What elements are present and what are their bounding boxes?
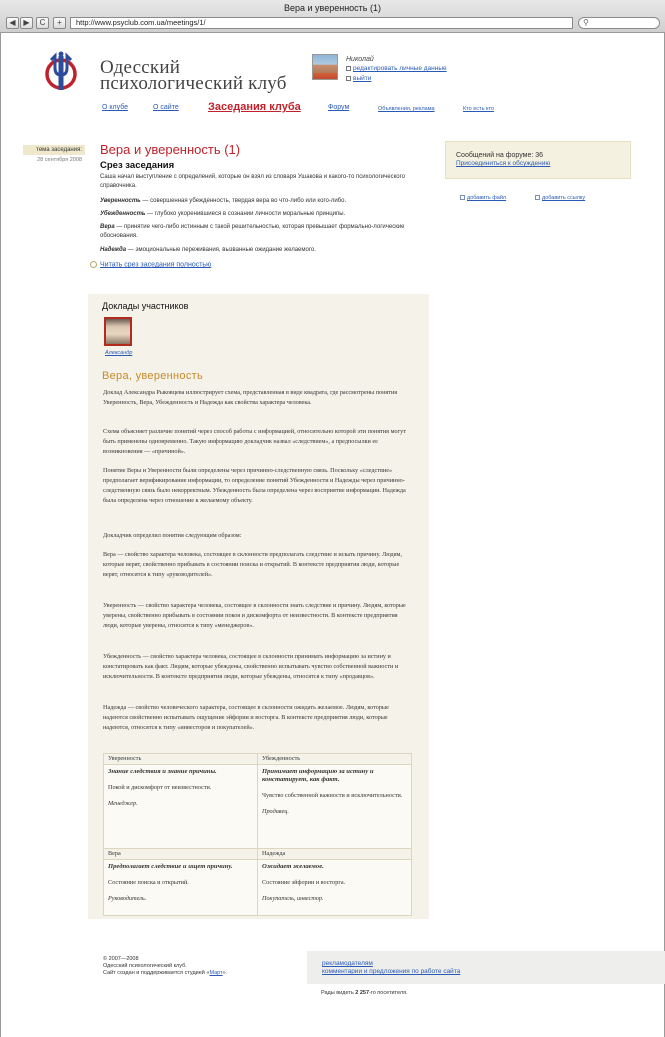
user-avatar[interactable] [312, 54, 338, 80]
report-heading: Вера, уверенность [102, 370, 204, 382]
user-name: Николай [346, 56, 374, 63]
table-cell: Ожидает желаемое. Состояние эйфории и восторга. Покупатель, инвестор. [258, 860, 412, 916]
nav-item-ads[interactable]: Объявления, реклама [378, 106, 435, 112]
nav-item-about-club[interactable]: О клубе [102, 104, 129, 111]
forward-button[interactable]: ▶ [20, 17, 33, 29]
edit-icon [346, 66, 351, 71]
definition-item: Вера — принятие чего-либо истинным с такой решительностью, которая превышает формально-логические обоснования. [100, 224, 405, 239]
logout-link[interactable]: выйти [346, 75, 371, 82]
forum-message-count: Сообщений на форуме: 36 [456, 152, 544, 159]
studio-link[interactable]: Март [209, 970, 223, 976]
author-link[interactable]: Александр [105, 350, 133, 356]
add-file-link[interactable]: добавить файл [460, 195, 506, 201]
nav-item-meetings[interactable]: Заседания клуба [208, 101, 301, 113]
table-cell: Принимает информацию за истину и констатирует, как факт. Чувство собственной важности и исключительности. Продавец. [258, 765, 412, 849]
report-paragraph: Уверенность — свойство характера человека, состоящее в склонности знать следствие и причину. Людям, которые уверены, свойственно прибывать в состоянии покоя и дискомфорта от неизвестности. В контексте предприятия люди, которые уверены, относятся к типу «менеджеров». [103, 602, 406, 629]
read-more-icon [90, 261, 97, 268]
window-title: Вера и уверенность (1) [283, 3, 381, 13]
feedback-link[interactable]: комментарии и предложения по работе сайта [322, 968, 461, 975]
add-link-link[interactable]: добавить ссылку [535, 195, 585, 201]
concept-table [103, 753, 412, 916]
footer-copyright: © 2007—2008 Одесский психологический клуб. Сайт создан и поддерживается студией «Март». [103, 956, 228, 976]
logout-icon [346, 76, 351, 81]
footer-links [307, 951, 665, 984]
meeting-topic-label: тема заседания: [23, 145, 85, 155]
url-input[interactable]: http://www.psyclub.com.ua/meetings/1/ [70, 17, 573, 29]
table-header: Надежда [258, 849, 412, 860]
nav-item-forum[interactable]: Форум [328, 104, 350, 111]
table-header: Уверенность [104, 754, 258, 765]
edit-profile-link[interactable]: редактировать личные данные [346, 65, 447, 72]
search-icon: ⚲ [583, 18, 589, 27]
report-paragraph: Докладчик определил понятия следующим образом: [103, 532, 242, 539]
add-bookmark-button[interactable]: + [53, 17, 66, 29]
site-title-line1: Одесский [100, 57, 181, 78]
site-title-line2: психологический клуб [100, 73, 287, 94]
definition-item: Уверенность — совершенная убежденность, твердая вера во что-либо или кого-либо. [100, 198, 347, 204]
reports-title: Доклады участников [102, 301, 189, 311]
table-cell: Знание следствия и знание причины. Покой и дискомфорт от неизвестности. Менеджер. [104, 765, 258, 849]
report-paragraph: Вера — свойство характера человека, состоящее в склонности предполагать следствие и искать причину. Людям, которые верят, свойственно прибывать в состоянии поиска и открытий. В контексте предприятия люди, которые верят, относятся к типу «руководителей». [103, 551, 403, 578]
report-paragraph: Доклад Александра Рыковцева иллюстрирует схема, представленная в виде квадрата, где рассмотрены понятия Уверенность, Вера, Убежденность и Надежда как свойства характера человека. [103, 389, 398, 406]
meeting-date: 28 сентября 2008 [37, 157, 82, 163]
club-logo-icon[interactable] [44, 50, 78, 92]
forum-box [445, 141, 631, 179]
read-more-link[interactable]: Читать срез заседания полностью [90, 261, 211, 268]
table-header: Вера [104, 849, 258, 860]
page-title: Вера и уверенность (1) [100, 142, 241, 157]
reload-button[interactable]: C [36, 17, 49, 29]
report-paragraph: Надежда — свойство человеческого характера, состоящее в склонности ожидать желаемое. Людям, которые надеются свойственно испытывать ощущение эйфории и восторга. В контексте предприятия люди, которые надеются, относятся к типу «инвесторов и покупателей». [103, 704, 389, 731]
site-title[interactable] [100, 57, 287, 94]
nav-item-about-site[interactable]: О сайте [153, 104, 179, 111]
advertisers-link[interactable]: рекламодателям [322, 960, 373, 967]
definition-item: Надежда — эмоциональные переживания, вызванные ожидание желаемого. [100, 247, 316, 253]
browser-toolbar [0, 0, 665, 33]
intro-paragraph: Саша начал выступление с определений, которые он взял из словаря Ушакова и какого-то психологического справочника. [100, 174, 406, 189]
add-link-icon [535, 195, 540, 200]
reports-panel [88, 294, 429, 919]
nav-item-who-is-who[interactable]: Кто есть кто [463, 106, 494, 112]
join-discussion-link[interactable]: Присоединиться к обсуждению [456, 160, 551, 167]
definition-item: Убежденность — глубоко укоренившиеся в сознании личности моральные принципы. [100, 211, 346, 217]
section-title: Срез заседания [100, 160, 175, 171]
report-paragraph: Убежденность — свойство характера человека, состоящее в склонности принимать информацию за истину и констатировать как факт. Людям, которые убеждены, свойственно испытывать чувство собственной важности и исключительности. В контексте предприятия люди, которые убеждены, относятся к типу «продавцов». [103, 653, 399, 680]
visitor-counter: Рады видеть 2 257-го посетителя. [321, 990, 408, 996]
back-button[interactable]: ◀ [6, 17, 19, 29]
author-avatar[interactable] [104, 317, 132, 346]
report-paragraph: Схема объясняет различие понятий через способ работы с информацией, относительно которой эти понятия могут быть применены одновременно. Такую информацию докладчик назвал «следствием», а предпосылки ее возникновения — «причиной». [103, 428, 406, 455]
report-paragraph: Понятие Веры и Уверенности были определены через причинно-следственную связь. Поскольку «следствие» предполагает верификирование информации, то определение понятий Убежденности и Надежды через причинно-следственную связь было некорректным. Убежденность была определена через восприятие информации. Надежда была определена через отношение к желаемому объекту. [103, 467, 406, 504]
search-input[interactable] [578, 17, 660, 29]
add-file-icon [460, 195, 465, 200]
table-header: Убежденность [258, 754, 412, 765]
table-cell: Предполагает следствие и ищет причину. Состояние поиска и открытий. Руководитель. [104, 860, 258, 916]
